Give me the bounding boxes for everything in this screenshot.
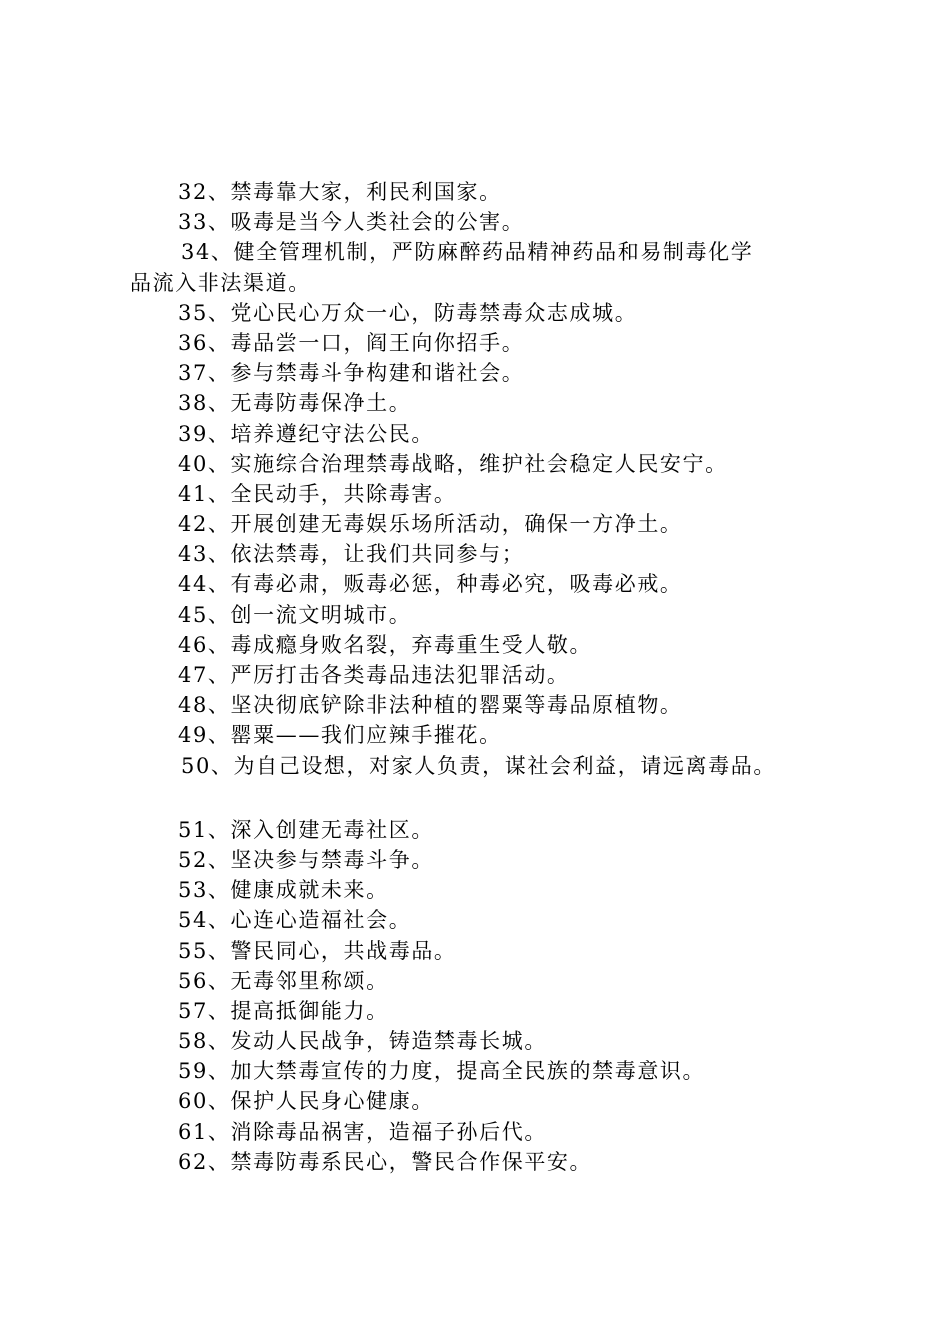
slogan-line: 59、加大禁毒宣传的力度，提高全民族的禁毒意识。 bbox=[178, 1059, 706, 1084]
slogan-line: 54、心连心造福社会。 bbox=[178, 908, 412, 933]
slogan-line: 33、吸毒是当今人类社会的公害。 bbox=[178, 210, 525, 235]
slogan-line: 51、深入创建无毒社区。 bbox=[178, 817, 434, 842]
slogan-line: 43、依法禁毒，让我们共同参与； bbox=[178, 542, 525, 567]
slogan-line: 52、坚决参与禁毒斗争。 bbox=[178, 847, 434, 872]
slogan-line: 39、培养遵纪守法公民。 bbox=[178, 421, 434, 446]
slogan-line: 34、健全管理机制，严防麻醉药品精神药品和易制毒化学 bbox=[181, 240, 754, 265]
slogan-list bbox=[130, 177, 860, 1177]
slogan-line: 61、消除毒品祸害，造福子孙后代。 bbox=[178, 1119, 547, 1144]
slogan-line: 55、警民同心，共战毒品。 bbox=[178, 938, 457, 963]
slogan-line: 48、坚决彻底铲除非法种植的罂粟等毒品原植物。 bbox=[178, 693, 683, 718]
slogan-line: 58、发动人民战争，铸造禁毒长城。 bbox=[178, 1029, 547, 1054]
slogan-line: 37、参与禁毒斗争构建和谐社会。 bbox=[178, 361, 525, 386]
slogan-line: 44、有毒必肃，贩毒必惩，种毒必究，吸毒必戒。 bbox=[178, 572, 683, 597]
slogan-line: 57、提高抵御能力。 bbox=[178, 998, 389, 1023]
slogan-line: 35、党心民心万众一心，防毒禁毒众志成城。 bbox=[178, 300, 638, 325]
slogan-line: 46、毒成瘾身败名裂，弃毒重生受人敬。 bbox=[178, 632, 593, 657]
slogan-line: 47、严厉打击各类毒品违法犯罪活动。 bbox=[178, 663, 570, 687]
slogan-line: 42、开展创建无毒娱乐场所活动，确保一方净土。 bbox=[178, 512, 683, 537]
slogan-line: 60、保护人民身心健康。 bbox=[178, 1089, 434, 1114]
slogan-line: 32、禁毒靠大家，利民利国家。 bbox=[178, 180, 502, 204]
slogan-line: 56、无毒邻里称颂。 bbox=[178, 968, 389, 993]
slogan-line: 49、罂粟——我们应辣手摧花。 bbox=[178, 723, 502, 748]
blank-line bbox=[130, 781, 860, 815]
slogan-line: 53、健康成就未来。 bbox=[178, 878, 389, 903]
slogan-line: 45、创一流文明城市。 bbox=[178, 602, 412, 627]
slogan-line: 36、毒品尝一口，阎王向你招手。 bbox=[178, 330, 525, 355]
slogan-line: 40、实施综合治理禁毒战略，维护社会稳定人民安宁。 bbox=[178, 451, 728, 476]
slogan-line: 38、无毒防毒保净土。 bbox=[178, 391, 412, 416]
slogan-line-continuation: 品流入非法渠道。 bbox=[130, 270, 311, 295]
slogan-line: 41、全民动手，共除毒害。 bbox=[178, 481, 457, 506]
slogan-line: 50、为自己设想，对家人负责，谋社会利益，请远离毒品。 bbox=[181, 753, 776, 778]
slogan-line: 62、禁毒防毒系民心，警民合作保平安。 bbox=[178, 1149, 593, 1174]
